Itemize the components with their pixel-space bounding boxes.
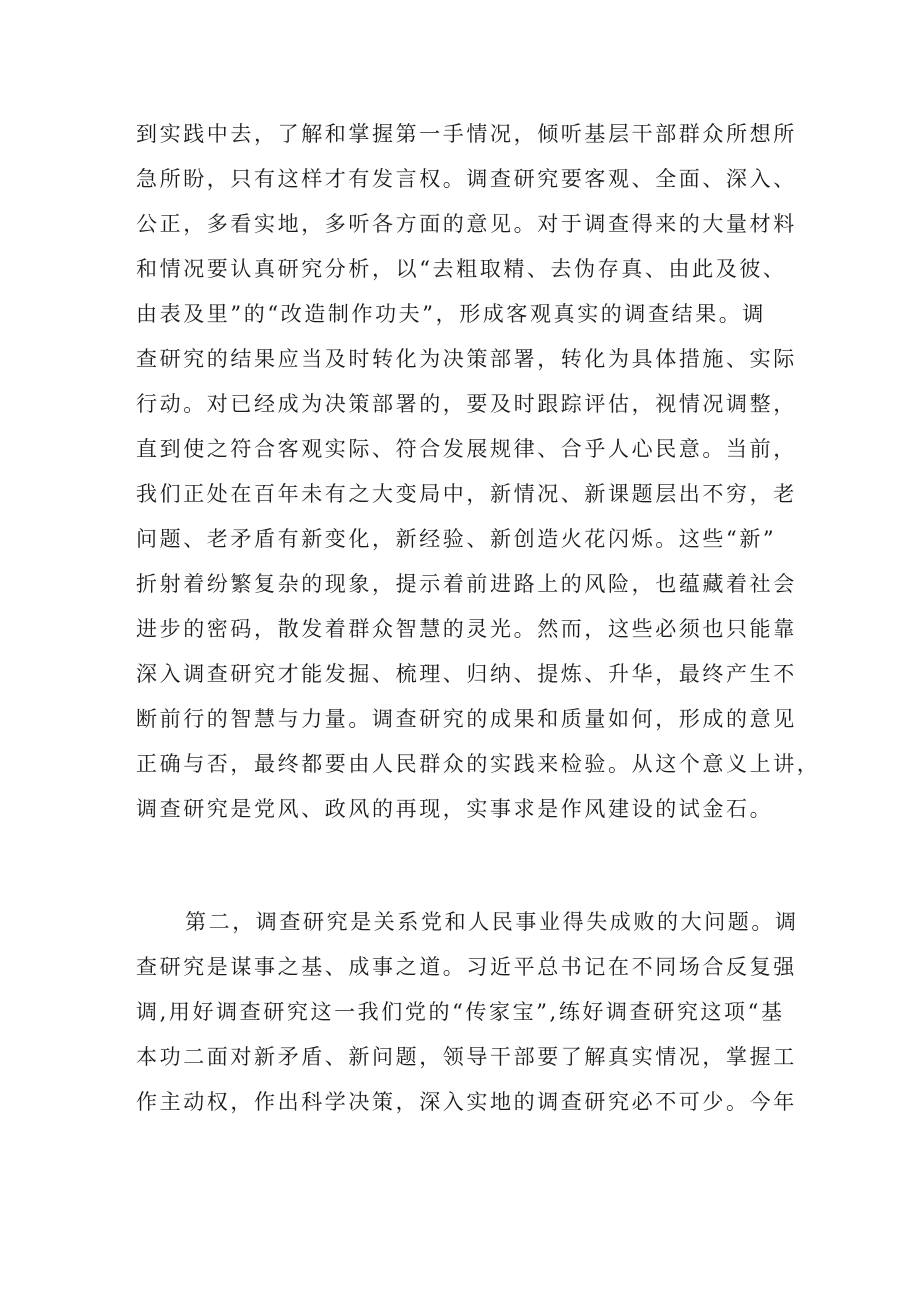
text-line: 问题、老矛盾有新变化，新经验、新创造火花闪烁。这些“新” [136, 527, 777, 551]
text-line: 行动。对已经成为决策部署的，要及时跟踪评估，视情况调整， [136, 392, 797, 416]
text-line: 急所盼，只有这样才有发言权。调查研究要客观、全面、深入、 [136, 167, 797, 191]
text-line: 我们正处在百年未有之大变局中，新情况、新课题层出不穷，老 [136, 482, 797, 506]
text-line: 断前行的智慧与力量。调查研究的成果和质量如何，形成的意见 [136, 707, 797, 731]
text-line: 深入调查研究才能发掘、梳理、归纳、提炼、升华，最终产生不 [136, 662, 797, 686]
text-line: 公正，多看实地，多听各方面的意见。对于调查得来的大量材料 [136, 212, 797, 236]
text-line: 进步的密码，散发着群众智慧的灵光。然而，这些必须也只能靠 [136, 617, 797, 641]
text-line: 调,用好调查研究这一我们党的“传家宝”,练好调查研究这项“基 [136, 1000, 785, 1024]
text-line: 本功二面对新矛盾、新问题，领导干部要了解真实情况，掌握工 [136, 1045, 797, 1069]
text-line: 第二，调查研究是关系党和人民事业得失成败的大问题。调 [185, 910, 799, 934]
text-line: 由表及里”的“改造制作功夫”，形成客观真实的调查结果。调 [136, 302, 767, 326]
text-line: 到实践中去，了解和掌握第一手情况，倾听基层干部群众所想所 [136, 122, 797, 146]
text-line: 查研究的结果应当及时转化为决策部署，转化为具体措施、实际 [136, 347, 797, 371]
text-line: 和情况要认真研究分析，以“去粗取精、去伪存真、由此及彼、 [136, 257, 787, 281]
text-line: 查研究是谋事之基、成事之道。习近平总书记在不同场合反复强 [136, 955, 797, 979]
text-line: 折射着纷繁复杂的现象，提示着前进路上的风险，也蕴藏着社会 [136, 572, 797, 596]
text-line: 调查研究是党风、政风的再现，实事求是作风建设的试金石。 [136, 797, 774, 821]
text-line: 正确与否，最终都要由人民群众的实践来检验。从这个意义上讲， [136, 752, 821, 776]
text-line: 作主动权，作出科学决策，深入实地的调查研究必不可少。今年 [136, 1090, 797, 1114]
text-line: 直到使之符合客观实际、符合发展规律、合乎人心民意。当前， [136, 437, 797, 461]
